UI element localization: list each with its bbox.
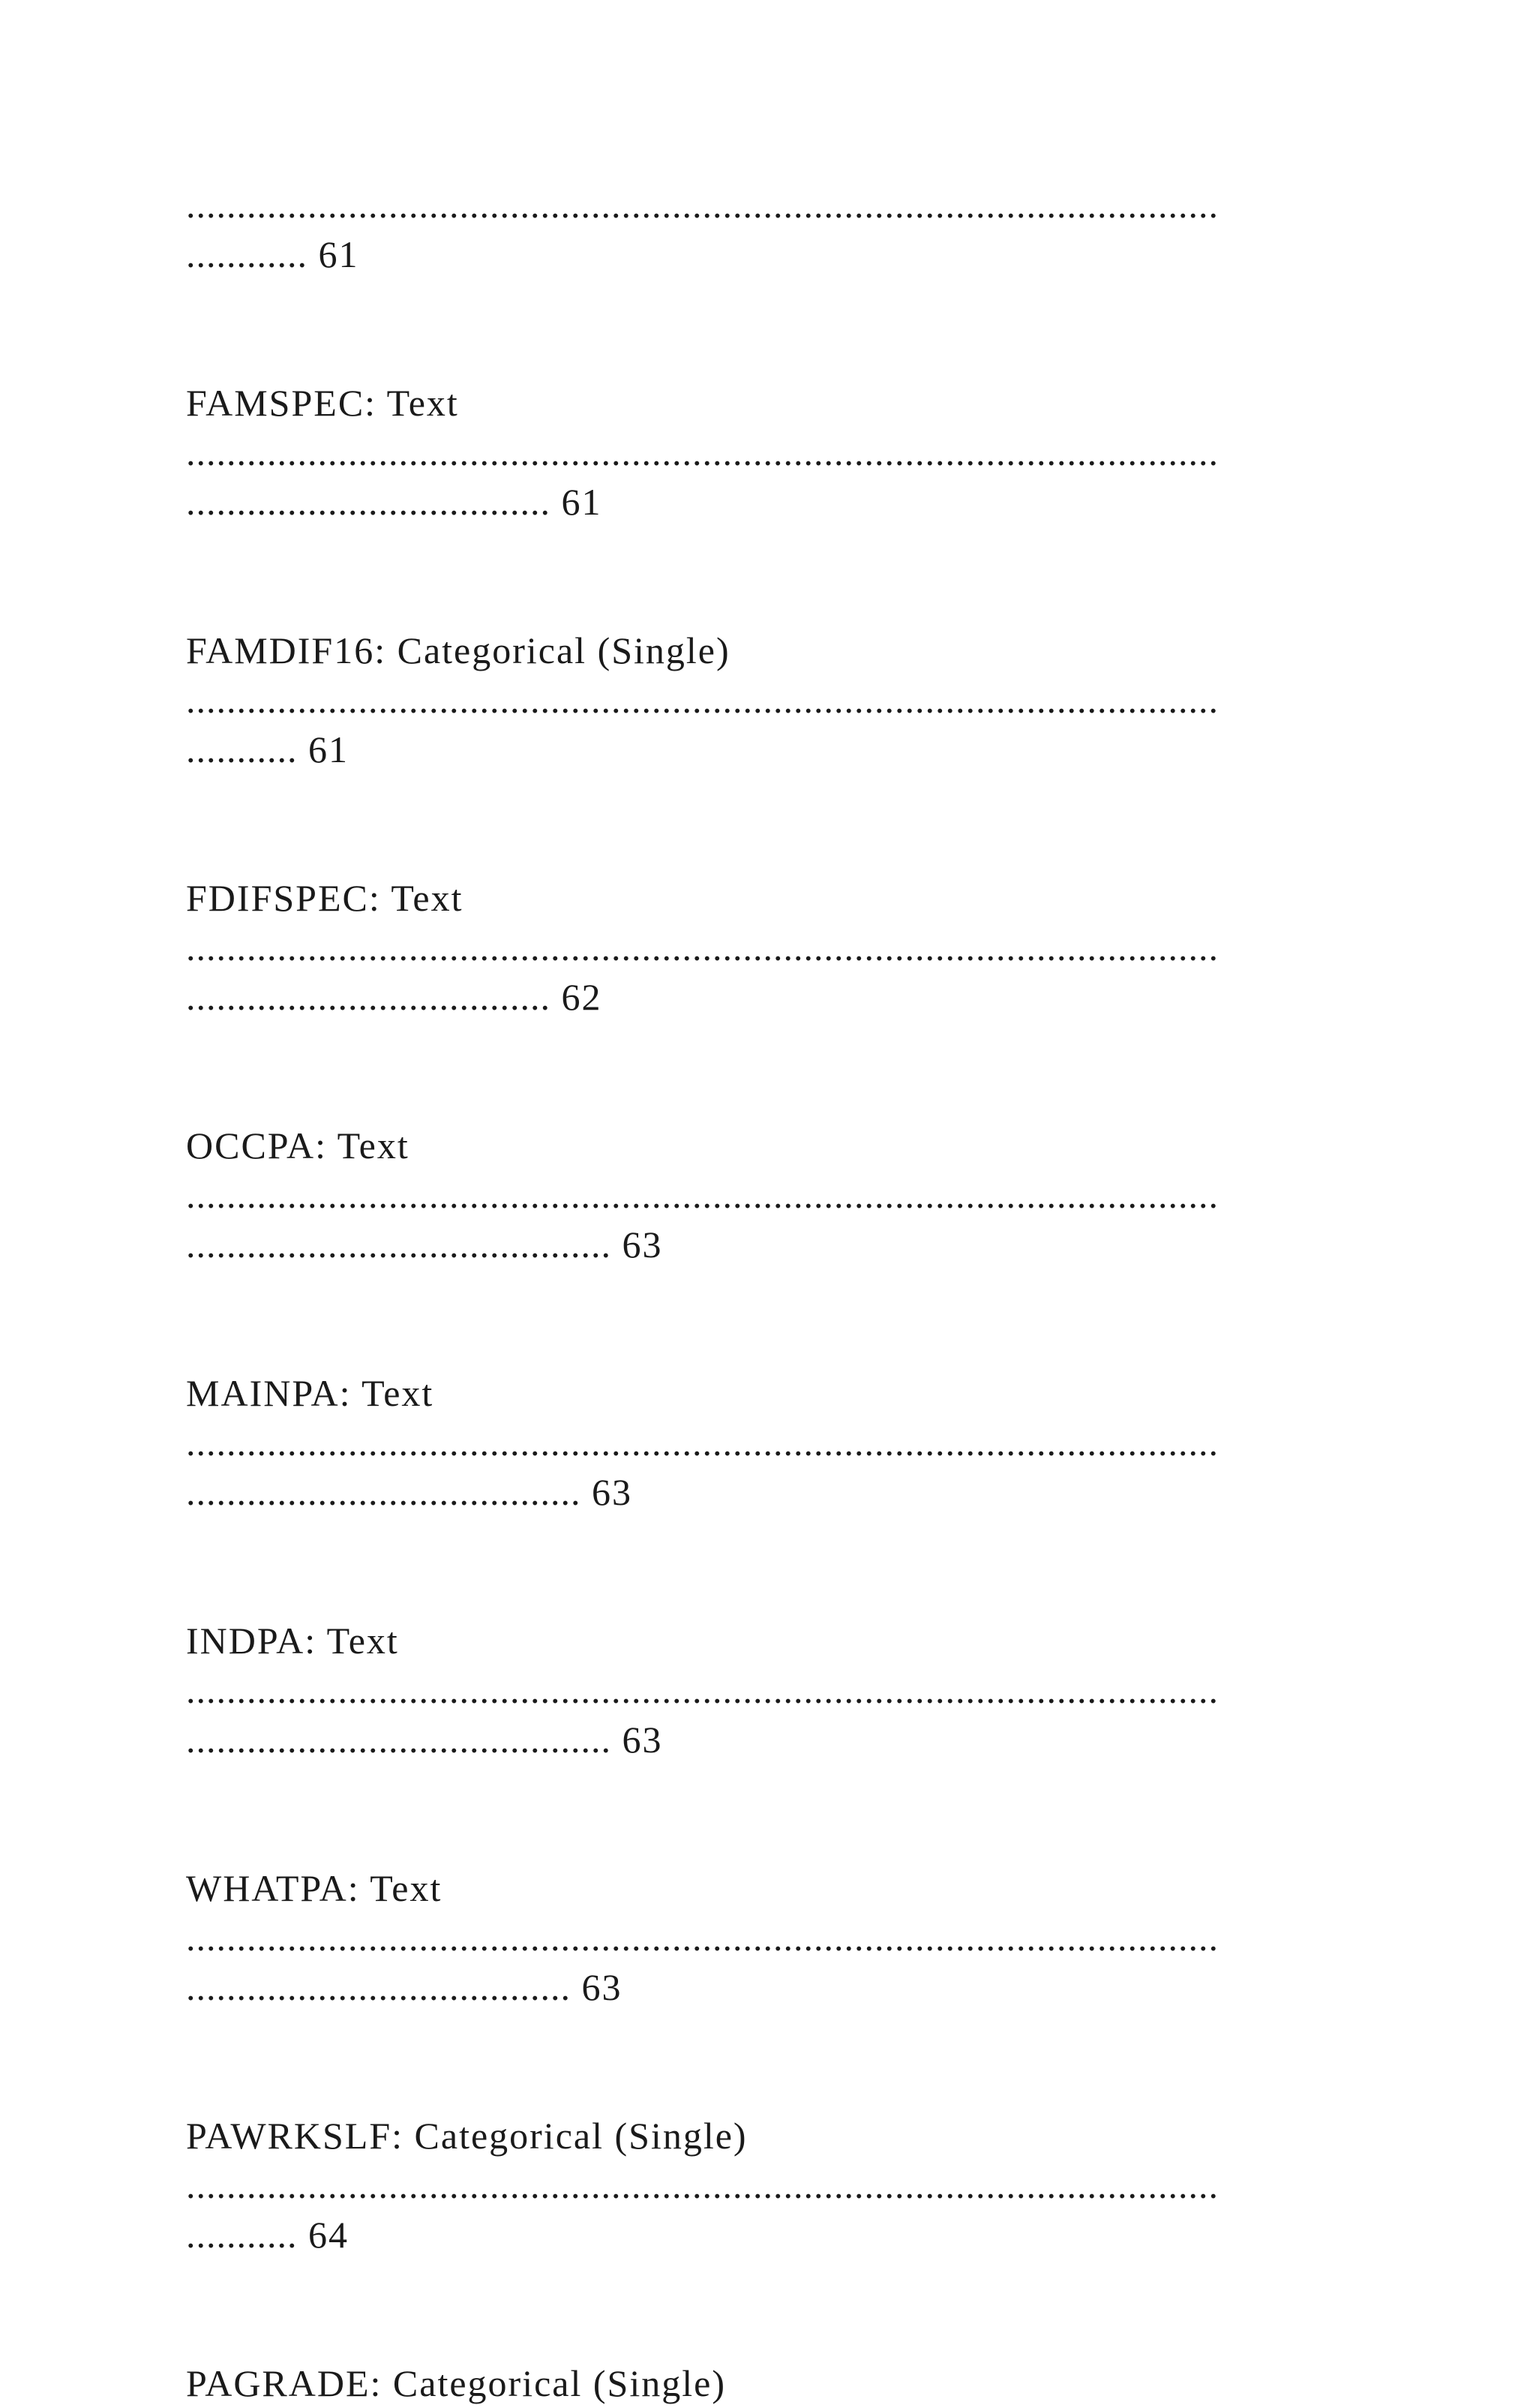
toc-entry-title[interactable]: WHATPA: Text — [186, 1867, 442, 1909]
toc-page-number[interactable]: 63 — [592, 1471, 632, 1513]
toc-entry[interactable] — [186, 873, 1356, 1022]
toc-entry-continuation — [186, 180, 1356, 279]
toc-leader-line — [186, 725, 1356, 774]
toc-leader-dots: ........... — [186, 2214, 298, 2256]
toc-leader-dots: .................................... — [186, 481, 550, 523]
toc-leader-dots: ...................................................................................................... — [186, 1422, 1219, 1464]
toc-page-number[interactable]: 63 — [581, 1966, 622, 2008]
toc-leader-dots: ...................................................................................................... — [186, 1917, 1219, 1959]
toc-leader-line — [186, 2210, 1356, 2259]
toc-leader-dots: ...................................................................................................... — [186, 926, 1219, 968]
toc-entry-title[interactable]: FDIFSPEC: Text — [186, 877, 464, 919]
toc-entry-title[interactable]: OCCPA: Text — [186, 1124, 410, 1166]
toc-page-number[interactable]: 63 — [622, 1719, 663, 1761]
toc-leader-dots: ...................................................................................................... — [186, 184, 1219, 226]
toc-leader-dots: ...................................... — [186, 1966, 571, 2008]
toc-leader-line — [186, 1715, 1356, 1764]
toc-leader-dots: ...................................................................................................... — [186, 1174, 1219, 1216]
toc-leader-line — [186, 230, 1356, 279]
toc-entry[interactable] — [186, 2358, 1356, 2408]
toc-leader-line — [186, 477, 1356, 527]
toc-entry-title[interactable]: FAMDIF16: Categorical (Single) — [186, 629, 730, 671]
toc-leader-dots: .......................................... — [186, 1224, 611, 1266]
toc-leader-line — [186, 1962, 1356, 2012]
toc-leader-dots: ............ — [186, 233, 308, 275]
toc-page-number[interactable]: 61 — [308, 728, 349, 770]
toc-entry[interactable] — [186, 626, 1356, 774]
toc-leader-line — [186, 1220, 1356, 1269]
toc-leader-dots: .................................... — [186, 976, 550, 1018]
toc-leader-dots: ...................................................................................................... — [186, 431, 1219, 473]
toc-entry[interactable] — [186, 1121, 1356, 1269]
toc-page-number[interactable]: 63 — [622, 1224, 663, 1266]
toc-leader-dots: ........... — [186, 728, 298, 770]
toc-leader-dots: .......................................... — [186, 1719, 611, 1761]
toc-leader-dots: ...................................................................................................... — [186, 679, 1219, 721]
toc-page-number[interactable]: 61 — [318, 233, 359, 275]
toc-leader-line — [186, 972, 1356, 1022]
toc-leader-dots: ...................................................................................................... — [186, 1669, 1219, 1711]
toc-leader-dots: ...................................................................................................... — [186, 2164, 1219, 2206]
toc-page-number[interactable]: 64 — [308, 2214, 349, 2256]
toc-page — [186, 180, 1356, 2408]
toc-entry[interactable] — [186, 1863, 1356, 2012]
toc-entry-title[interactable]: MAINPA: Text — [186, 1372, 434, 1414]
toc-page-number[interactable]: 62 — [561, 976, 602, 1018]
toc-entry-title[interactable]: FAMSPEC: Text — [186, 382, 459, 424]
toc-entry[interactable] — [186, 2111, 1356, 2259]
toc-leader-line — [186, 1467, 1356, 1517]
toc-entry[interactable] — [186, 1616, 1356, 1764]
toc-entry-title[interactable]: PAGRADE: Categorical (Single) — [186, 2362, 726, 2404]
toc-leader-dots: ....................................... — [186, 1471, 581, 1513]
toc-entry-title[interactable]: INDPA: Text — [186, 1620, 399, 1662]
toc-entry[interactable] — [186, 378, 1356, 527]
toc-entry[interactable] — [186, 1368, 1356, 1517]
toc-page-number[interactable]: 61 — [561, 481, 602, 523]
toc-entry-title[interactable]: PAWRKSLF: Categorical (Single) — [186, 2115, 748, 2157]
